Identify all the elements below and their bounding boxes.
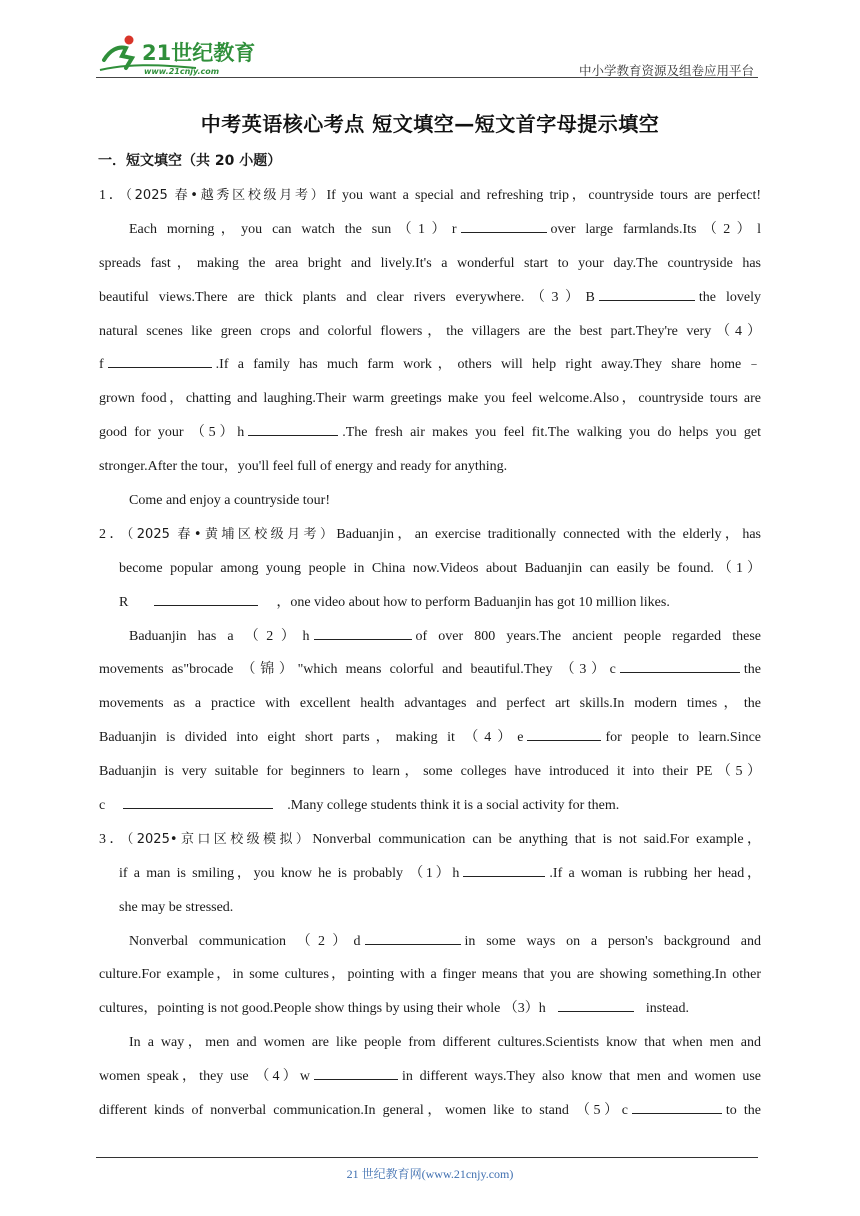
logo-21cnjy: [96, 34, 266, 78]
document-title: 中考英语核心考点 短文填空—短文首字母提示填空: [200, 112, 660, 136]
footer-rule: [96, 1157, 758, 1158]
q3-line-6: cultures，pointing is not good.People show things by using their whole （3）h instead.: [99, 992, 761, 1026]
q3-line-4: Nonverbal communication （2）d in some ways on a person's background and: [99, 925, 761, 959]
header-rule: [96, 77, 758, 78]
blank-input[interactable]: [108, 353, 212, 368]
q1-line-6: f .If a family has much farm work，others will help right away.They share home﹣: [99, 348, 761, 382]
blank-input[interactable]: [314, 1065, 398, 1080]
blank-input[interactable]: [527, 726, 601, 741]
q3-line-7: In a way，men and women are like people from different cultures.Scientists know that when men and: [129, 1035, 761, 1051]
blank-input[interactable]: [558, 997, 634, 1012]
q2-line-2: become popular among young people in China now.Videos about Baduanjin can easily be found.（1）: [119, 560, 761, 576]
q1-line-2: Each morning，you can watch the sun（1）r over large farmlands.Its（2）l: [99, 213, 761, 247]
q1-line-4: beautiful views.There are thick plants and clear rivers everywhere.（3）B the lovely: [99, 281, 761, 315]
q2-line-8: Baduanjin is very suitable for beginners to learn，some colleges have introduced it into their PE（5）: [99, 764, 761, 780]
q3-line-3: she may be stressed.: [119, 899, 234, 915]
q1-line-9: stronger.After the tour，you'll feel full of energy and ready for anything.: [99, 459, 508, 475]
blank-input[interactable]: [154, 591, 258, 606]
svg-text:www.21cnjy.com: www.21cnjy.com: [144, 67, 220, 76]
q1-line-5: natural scenes like green crops and colorful flowers，the villagers are the best part.They're very（4）: [99, 323, 761, 339]
q1-line-10: Come and enjoy a countryside tour!: [129, 493, 331, 509]
q1-line-3: spreads fast，making the area bright and lively.It's a wonderful start to your day.The countryside has: [99, 255, 761, 271]
blank-input[interactable]: [599, 286, 695, 301]
q2-line-4: Baduanjin has a （2）h of over 800 years.The ancient people regarded these: [99, 620, 761, 654]
blank-input[interactable]: [365, 930, 461, 945]
q1-line-8: good for your （5）h .The fresh air makes you feel fit.The walking you do helps you get: [99, 416, 761, 450]
q2-line-9: c .Many college students think it is a social activity for them.: [99, 789, 761, 823]
q2-line-7: Baduanjin is divided into eight short parts，making it （4）e for people to learn.Since: [99, 721, 761, 755]
q2-line-5: movements as"brocade （锦）"which means colorful and beautiful.They （3）c the: [99, 653, 761, 687]
platform-name: 中小学教育资源及组卷应用平台: [578, 63, 754, 78]
q1-line-1: 1．（2025 春•越秀区校级月考）If you want a special and refreshing trip，countryside tours are perfect!: [99, 188, 762, 203]
blank-input[interactable]: [463, 862, 545, 877]
blank-input[interactable]: [248, 421, 338, 436]
q2-line-3: R ，one video about how to perform Baduanjin has got 10 million likes.: [99, 586, 761, 620]
blank-input[interactable]: [461, 218, 547, 233]
q3-line-1: 3．（2025•京口区校级模拟）Nonverbal communication can be anything that is not said.For example，: [99, 831, 761, 847]
questions-body: [99, 179, 761, 1128]
blank-input[interactable]: [314, 625, 412, 640]
q2-line-1: 2．（2025 春•黄埔区校级月考）Baduanjin，an exercise traditionally connected with the elderly，has: [99, 526, 762, 542]
blank-input[interactable]: [632, 1099, 722, 1114]
q3-line-9: different kinds of nonverbal communication.In general，women like to stand （5）c to the: [99, 1094, 761, 1128]
q3-line-2: if a man is smiling，you know he is probably （1）h .If a woman is rubbing her head，: [99, 857, 761, 891]
page-header: [96, 34, 758, 78]
q1-line-7: grown food，chatting and laughing.Their warm greetings make you feel welcome.Also，countryside tours are: [99, 391, 761, 407]
q2-line-6: movements as a practice with excellent health advantages and perfect art skills.In modern times，the: [99, 696, 761, 712]
blank-input[interactable]: [123, 794, 273, 809]
blank-input[interactable]: [620, 658, 740, 673]
footer-link[interactable]: 21 世纪教育网(www.21cnjy.com): [346, 1167, 514, 1181]
q3-line-5: culture.For example，in some cultures，pointing with a finger means that you are showing something.In other: [99, 967, 761, 983]
q3-line-8: women speak，they use （4）w in different ways.They also know that men and women use: [99, 1060, 761, 1094]
svg-text:21世纪教育: 21世纪教育: [142, 41, 256, 65]
section-heading: 一．短文填空（共 20 小题）: [98, 153, 282, 169]
